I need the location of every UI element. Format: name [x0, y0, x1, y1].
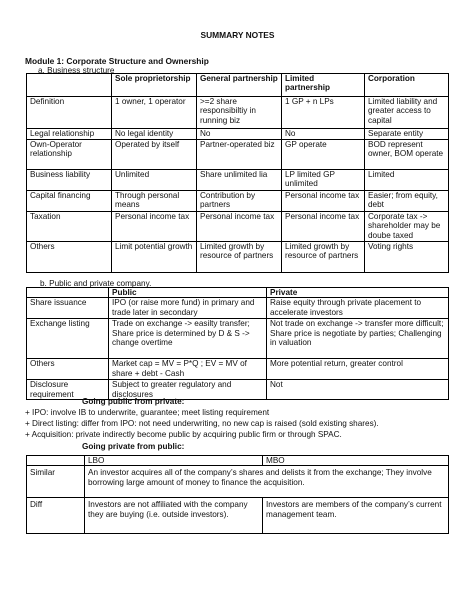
table-cell: No — [282, 129, 365, 140]
table-cell: Investors are not affiliated with the company they are buying (i.e. outside investors). — [85, 498, 263, 534]
header-cell: Sole proprietorship — [112, 74, 197, 97]
row-label: Taxation — [27, 212, 112, 242]
table-cell: Not — [267, 380, 449, 400]
table-row — [27, 140, 449, 170]
table-cell: Personal income tax — [197, 212, 282, 242]
row-label: Diff — [27, 498, 85, 534]
table-header-row — [27, 456, 449, 466]
table-row — [27, 466, 449, 498]
table-row — [27, 97, 449, 129]
table-cell: Corporate tax -> shareholder may be doube taxed — [365, 212, 449, 242]
table-cell: Through personal means — [112, 191, 197, 212]
table-cell: LP limited GP unlimited — [282, 170, 365, 191]
table-row — [27, 359, 449, 380]
table-cell: Partner-operated biz — [197, 140, 282, 170]
table-row — [27, 129, 449, 140]
table-cell: Limit potential growth — [112, 242, 197, 273]
page-title: SUMMARY NOTES — [200, 30, 275, 40]
table-cell: Contribution by partners — [197, 191, 282, 212]
table-cell: Trade on exchange -> easilty transfer; Share price is determined by D & S -> change overtime — [109, 319, 267, 359]
row-label: Similar — [27, 466, 85, 498]
going-private-heading: Going private from public: — [82, 442, 185, 451]
table-cell: Limited liability and greater access to capital — [365, 97, 449, 129]
going-public-heading: Going public from private: — [82, 397, 185, 406]
table-cell: More potential return, greater control — [267, 359, 449, 380]
header-cell — [27, 456, 85, 466]
table-cell: Voting rights — [365, 242, 449, 273]
table-cell: Investors are members of the company’s current management team. — [263, 498, 449, 534]
table-cell: Personal income tax — [282, 191, 365, 212]
table-cell: Personal income tax — [112, 212, 197, 242]
header-cell: Corporation — [365, 74, 449, 97]
table-cell: No legal identity — [112, 129, 197, 140]
table-header-row — [27, 74, 449, 97]
table-cell: Subject to greater regulatory and disclosures — [109, 380, 267, 400]
row-label: Exchange listing — [27, 319, 109, 359]
row-label: Legal relationship — [27, 129, 112, 140]
row-label: Others — [27, 242, 112, 273]
table-cell: BOD represent owner, BOM operate — [365, 140, 449, 170]
table-cell: An investor acquires all of the company’s shares and delists it from the exchange; They involve borrowing large amount of money to finance the acquisition. — [85, 466, 449, 498]
table-row — [27, 170, 449, 191]
section-b-heading: b. Public and private company. — [40, 279, 152, 288]
table-cell: Personal income tax — [282, 212, 365, 242]
module-heading: Module 1: Corporate Structure and Ownership — [25, 56, 209, 66]
business-structure-table — [26, 73, 449, 273]
table-row — [27, 319, 449, 359]
table-cell: Market cap = MV = P*Q ; EV = MV of share + debt - Cash — [109, 359, 267, 380]
table-cell: 1 owner, 1 operator — [112, 97, 197, 129]
header-cell: Public — [109, 288, 267, 298]
header-cell: Limited partnership — [282, 74, 365, 97]
table-cell: Separate entity — [365, 129, 449, 140]
table-cell: Limited growth by resource of partners — [282, 242, 365, 273]
row-label: Share issuance — [27, 298, 109, 319]
table-row — [27, 242, 449, 273]
table-cell: No — [197, 129, 282, 140]
header-cell — [27, 74, 112, 97]
public-private-table — [26, 287, 449, 400]
list-item: + Direct listing: differ from IPO: not need underwriting, no new cap is raised (sold existing shares). — [25, 419, 379, 428]
table-cell: GP operate — [282, 140, 365, 170]
section-a-heading: a. Business structure — [38, 66, 115, 75]
table-row — [27, 212, 449, 242]
row-label: Business liability — [27, 170, 112, 191]
row-label: Own-Operator relationship — [27, 140, 112, 170]
list-item: + Acquisition: private indirectly become public by acquiring public firm or through SPAC. — [25, 430, 342, 439]
header-cell — [27, 288, 109, 298]
table-header-row — [27, 288, 449, 298]
row-label: Capital financing — [27, 191, 112, 212]
table-cell: 1 GP + n LPs — [282, 97, 365, 129]
header-cell: Private — [267, 288, 449, 298]
table-cell: Raise equity through private placement to accelerate investors — [267, 298, 449, 319]
table-cell: Limited growth by resource of partners — [197, 242, 282, 273]
header-cell: LBO — [85, 456, 263, 466]
row-label: Definition — [27, 97, 112, 129]
table-cell: Unlimited — [112, 170, 197, 191]
header-cell: MBO — [263, 456, 449, 466]
table-cell: Limited — [365, 170, 449, 191]
table-row — [27, 498, 449, 534]
table-row — [27, 191, 449, 212]
table-cell: >=2 share responsibiltiy in running biz — [197, 97, 282, 129]
table-cell: Not trade on exchange -> transfer more difficult; Share price is negotiate by parties; Challenging in valuation — [267, 319, 449, 359]
table-cell: IPO (or raise more fund) in primary and trade later in secondary — [109, 298, 267, 319]
table-cell: Share unlimited lia — [197, 170, 282, 191]
table-row — [27, 298, 449, 319]
lbo-mbo-table — [26, 455, 449, 534]
row-label: Others — [27, 359, 109, 380]
row-label: Disclosure requirement — [27, 380, 109, 400]
list-item: + IPO: involve IB to underwrite, guarantee; meet listing requirement — [25, 408, 270, 417]
table-cell: Operated by itself — [112, 140, 197, 170]
table-cell: Easier; from equity, debt — [365, 191, 449, 212]
header-cell: General partnership — [197, 74, 282, 97]
